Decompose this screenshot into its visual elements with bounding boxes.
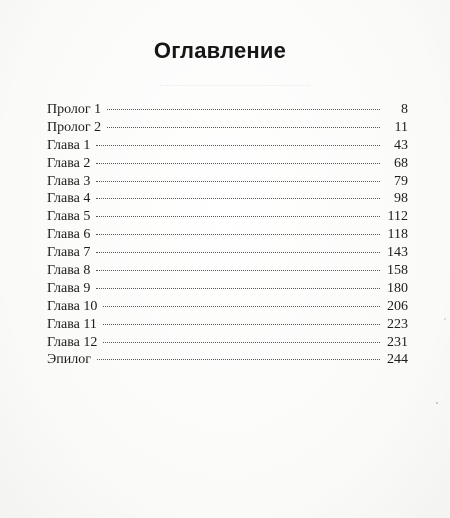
toc-entry-page: 158 <box>387 263 408 279</box>
toc-entry-page: 98 <box>394 191 408 207</box>
toc-entry-page: 231 <box>387 334 408 350</box>
toc-entry-label: Глава 9 <box>47 280 91 296</box>
dot-leader <box>96 215 380 217</box>
toc-entry <box>47 137 408 155</box>
paper-speck <box>444 318 446 320</box>
toc-entry <box>47 280 408 298</box>
toc-entry-label: Глава 8 <box>47 263 91 279</box>
toc-entry-label: Пролог 1 <box>47 102 102 117</box>
toc-entry-page: 112 <box>387 209 408 225</box>
toc-entry <box>47 119 408 137</box>
toc-entry-label: Глава 12 <box>47 334 98 350</box>
toc-entry-page: 223 <box>387 316 408 332</box>
dot-leader <box>96 233 380 235</box>
toc-entry <box>47 208 408 226</box>
toc-entry <box>47 155 408 173</box>
paper-speck <box>436 402 438 404</box>
toc-entry <box>47 101 408 119</box>
toc-entry-label: Пролог 2 <box>47 119 102 135</box>
page-title: Оглавление <box>153 38 287 63</box>
toc-entry-page: 79 <box>394 173 408 189</box>
toc-entry <box>47 190 408 208</box>
toc-entry <box>47 316 408 334</box>
toc-entry-label: Глава 7 <box>47 245 91 261</box>
dot-leader <box>97 358 380 360</box>
toc-entry-page: 206 <box>387 298 408 314</box>
dot-leader <box>103 323 380 325</box>
toc-entry-label: Глава 10 <box>47 298 98 314</box>
toc-entry <box>47 226 408 244</box>
table-of-contents <box>47 101 408 369</box>
dot-leader <box>96 144 380 146</box>
toc-entry-page: 244 <box>387 352 408 368</box>
dot-leader <box>96 269 380 271</box>
toc-entry-page: 8 <box>401 102 408 117</box>
toc-entry-label: Глава 3 <box>47 173 91 189</box>
toc-entry <box>47 334 408 352</box>
dot-leader <box>103 305 380 307</box>
toc-entry-label: Глава 1 <box>47 137 91 153</box>
toc-entry-page: 118 <box>387 227 408 243</box>
bleed-through-dots <box>160 85 310 92</box>
dot-leader <box>96 251 380 253</box>
toc-entry-page: 180 <box>387 280 408 296</box>
toc-entry <box>47 244 408 262</box>
dot-leader <box>107 126 380 128</box>
dot-leader <box>96 287 380 289</box>
toc-entry <box>47 351 408 369</box>
toc-entry-page: 11 <box>394 119 408 135</box>
toc-entry-page: 143 <box>387 245 408 261</box>
dot-leader <box>96 197 380 199</box>
toc-entry-label: Глава 6 <box>47 227 91 243</box>
toc-entry <box>47 262 408 280</box>
toc-entry-label: Глава 4 <box>47 191 91 207</box>
toc-entry <box>47 298 408 316</box>
toc-entry-page: 43 <box>394 137 408 153</box>
dot-leader <box>107 108 380 110</box>
toc-entry-label: Глава 5 <box>47 209 91 225</box>
toc-entry-label: Эпилог <box>47 352 91 368</box>
toc-entry-label: Глава 2 <box>47 155 91 171</box>
dot-leader <box>96 162 380 164</box>
toc-entry-page: 68 <box>394 155 408 171</box>
dot-leader <box>96 180 380 182</box>
toc-entry <box>47 173 408 191</box>
toc-entry-label: Глава 11 <box>47 316 97 332</box>
dot-leader <box>103 341 380 343</box>
